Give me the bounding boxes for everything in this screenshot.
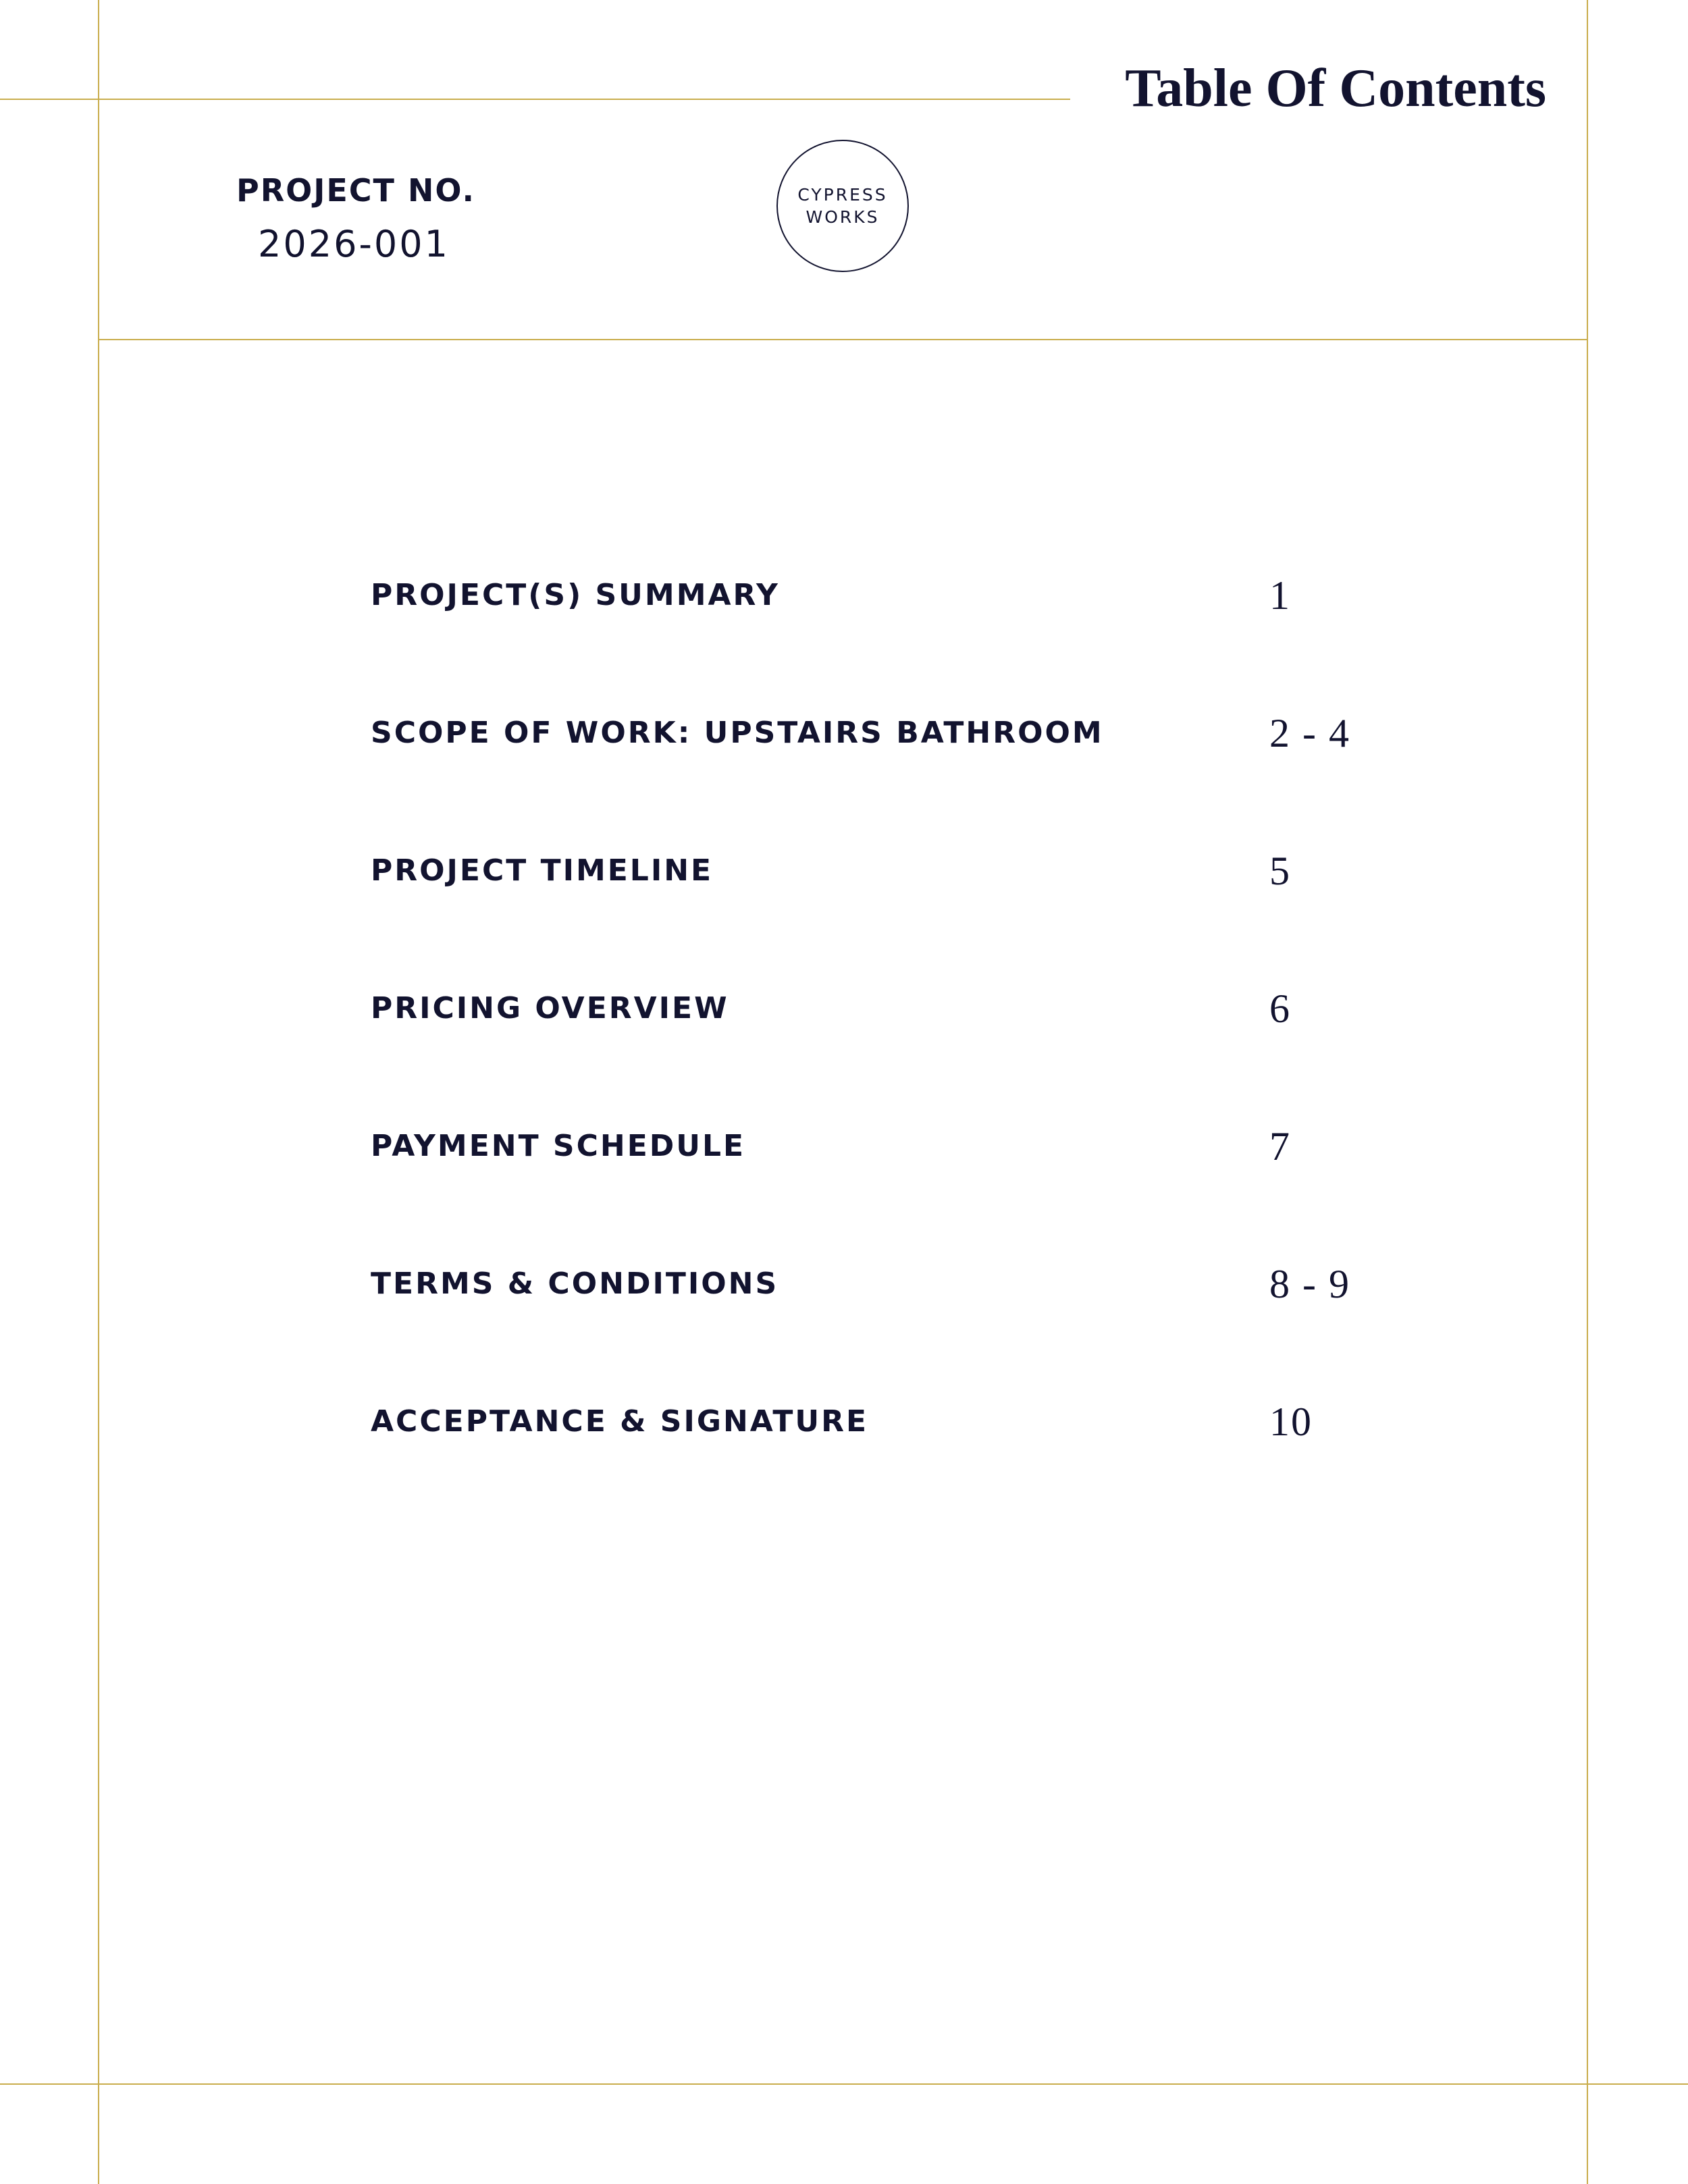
toc-entry[interactable]	[0, 568, 1688, 622]
logo-line-2: WORKS	[806, 207, 880, 227]
toc-entry-page: 5	[1269, 849, 1291, 893]
page-title: Table Of Contents	[1125, 59, 1546, 118]
toc-entry-page: 6	[1269, 986, 1291, 1031]
right-frame-line	[1587, 0, 1588, 2184]
toc-entry-label: PRICING OVERVIEW	[371, 991, 729, 1026]
toc-entry[interactable]	[0, 982, 1688, 1036]
toc-entry-label: ACCEPTANCE & SIGNATURE	[371, 1404, 869, 1439]
company-logo	[776, 140, 909, 272]
toc-entry-label: SCOPE OF WORK: UPSTAIRS BATHROOM	[371, 716, 1104, 750]
project-number-label: PROJECT NO.	[236, 172, 475, 209]
project-number-value: 2026-001	[258, 223, 450, 265]
toc-entry[interactable]	[0, 706, 1688, 760]
toc-entry-label: PROJECT(S) SUMMARY	[371, 578, 780, 612]
header-divider	[98, 339, 1588, 340]
title-rule	[0, 99, 1070, 100]
toc-entry-page: 7	[1269, 1124, 1291, 1169]
toc-entry-page: 10	[1269, 1400, 1313, 1444]
footer-rule	[0, 2083, 1688, 2085]
toc-entry[interactable]	[0, 1119, 1688, 1173]
toc-entry-label: PROJECT TIMELINE	[371, 853, 714, 888]
toc-entry-label: TERMS & CONDITIONS	[371, 1267, 779, 1301]
left-frame-line	[98, 0, 99, 2184]
toc-entry-page: 8 - 9	[1269, 1262, 1350, 1306]
toc-entry[interactable]	[0, 1395, 1688, 1449]
toc-entry[interactable]	[0, 1257, 1688, 1311]
toc-entry-page: 2 - 4	[1269, 711, 1350, 755]
toc-entry-label: PAYMENT SCHEDULE	[371, 1129, 746, 1163]
toc-entry-page: 1	[1269, 573, 1291, 618]
logo-line-1: CYPRESS	[797, 185, 888, 205]
toc-entry[interactable]	[0, 844, 1688, 898]
